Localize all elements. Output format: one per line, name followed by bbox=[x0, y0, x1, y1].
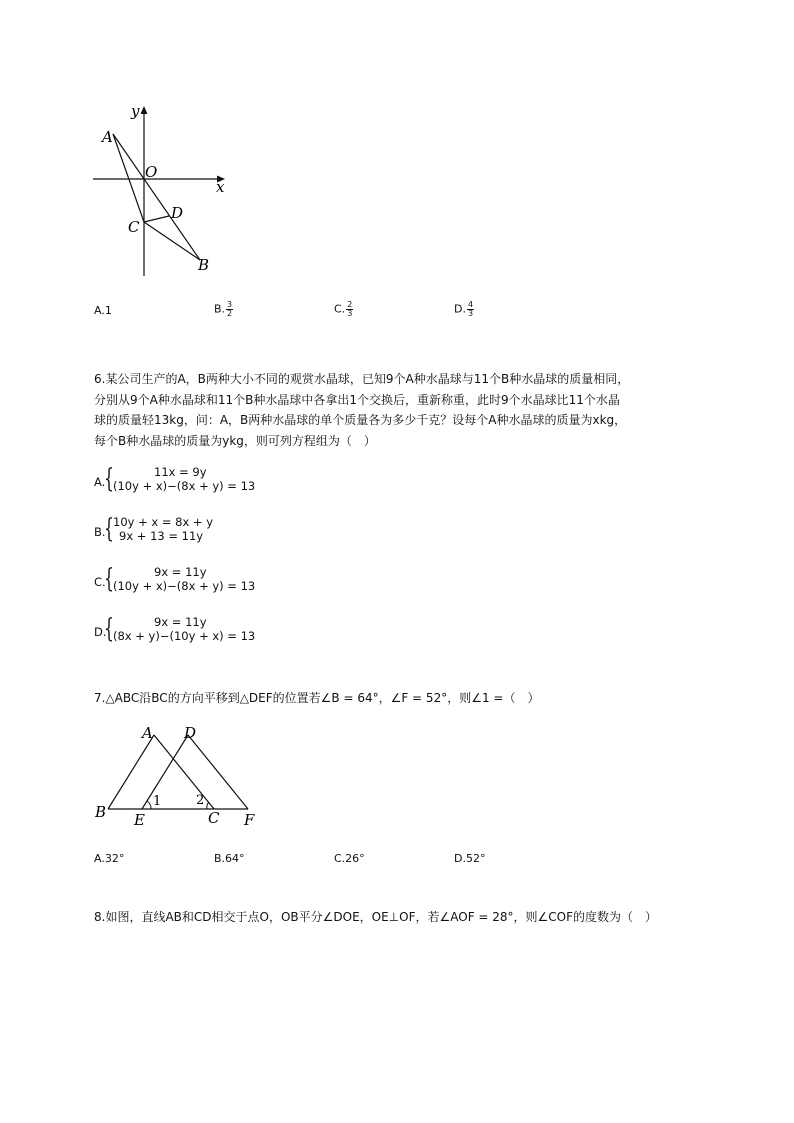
label-D: D bbox=[171, 204, 184, 222]
q7-translation-figure bbox=[92, 722, 262, 832]
option-label: B. bbox=[94, 525, 106, 539]
equation-2: (8x + y)−(10y + x) = 13 bbox=[113, 629, 256, 643]
label-A: A bbox=[102, 128, 113, 146]
option-label: C. bbox=[94, 575, 106, 589]
segment-AB bbox=[108, 735, 154, 809]
brace-icon: { bbox=[104, 564, 114, 594]
label-E: E bbox=[134, 811, 145, 829]
q7-option-b[interactable]: B.64° bbox=[214, 852, 245, 865]
brace-icon: { bbox=[104, 614, 114, 644]
segment-CB bbox=[144, 222, 200, 260]
equation-2: (10y + x)−(8x + y) = 13 bbox=[113, 579, 256, 593]
angle-2-arc bbox=[207, 802, 209, 809]
option-prefix: C. bbox=[334, 302, 346, 316]
fraction: $\frac{3}{2}$ bbox=[227, 300, 233, 318]
q5-option-a[interactable] bbox=[94, 304, 112, 317]
angle-label-1: 1 bbox=[153, 794, 162, 809]
label-C: C bbox=[128, 218, 140, 236]
q5-option-b[interactable] bbox=[214, 301, 233, 318]
segment-DE bbox=[142, 735, 188, 809]
q6-line-3: 球的质量轻13kg，问：A，B两种水晶球的单个质量各为多少千克？设每个A种水晶球的质量为xkg， bbox=[94, 413, 627, 427]
option-prefix: D. bbox=[454, 302, 466, 316]
q7-question-text: 7.△ABC沿BC的方向平移到△DEF的位置若∠B = 64°，∠F = 52°，则∠1 =（ ） bbox=[94, 691, 540, 705]
equation-1: 10y + x = 8x + y bbox=[113, 515, 214, 529]
label-B: B bbox=[198, 256, 210, 274]
label-O: O bbox=[145, 163, 158, 181]
q7-option-c[interactable]: C.26° bbox=[334, 852, 365, 865]
label-A: A bbox=[142, 724, 153, 742]
label-y: y bbox=[131, 102, 140, 120]
brace-icon: { bbox=[104, 464, 114, 494]
label-F: F bbox=[244, 811, 255, 829]
q5-option-d[interactable] bbox=[454, 301, 474, 318]
label-D: D bbox=[184, 724, 197, 742]
q8-question-text: 8.如图，直线AB和CD相交于点O，OB平分∠DOE，OE⊥OF，若∠AOF = 28°，则∠COF的度数为（ ） bbox=[94, 910, 658, 924]
option-prefix: B. bbox=[214, 302, 226, 316]
brace-icon: { bbox=[104, 514, 114, 544]
q5-coordinate-figure bbox=[88, 96, 228, 280]
angle-label-2: 2 bbox=[196, 793, 205, 808]
segment-AC bbox=[154, 735, 214, 809]
segment-AB bbox=[113, 134, 200, 260]
fraction: $\frac{4}{3}$ bbox=[467, 300, 474, 318]
label-B: B bbox=[95, 803, 107, 821]
q7-option-a[interactable]: A.32° bbox=[94, 852, 125, 865]
equation-2: 9x + 13 = 11y bbox=[119, 529, 204, 543]
option-label: A. bbox=[94, 475, 106, 489]
q6-line-4: 每个B种水晶球的质量为ykg，则可列方程组为（ ） bbox=[94, 433, 376, 448]
label-x: x bbox=[216, 178, 225, 196]
segment-CD bbox=[144, 216, 169, 222]
q6-question-text bbox=[94, 369, 734, 451]
q6-line-1: 6.某公司生产的A，B两种大小不同的观赏水晶球，已知9个A种水晶球与11个B种水晶球的质量相同， bbox=[94, 372, 630, 386]
label-C: C bbox=[208, 809, 220, 827]
segment-AC bbox=[113, 134, 144, 222]
q6-line-2: 分别从9个A种水晶球和11个B种水晶球中各拿出1个交换后，重新称重，此时9个水晶球比11个水晶 bbox=[94, 392, 620, 407]
equation-1: 11x = 9y bbox=[154, 465, 207, 479]
q5-option-c[interactable] bbox=[334, 301, 353, 318]
equation-1: 9x = 11y bbox=[154, 615, 207, 629]
y-axis-arrow bbox=[141, 106, 148, 114]
equation-2: (10y + x)−(8x + y) = 13 bbox=[113, 479, 256, 493]
equation-1: 9x = 11y bbox=[154, 565, 207, 579]
option-value: 1 bbox=[104, 304, 112, 317]
angle-1-arc bbox=[147, 801, 151, 809]
q7-option-d[interactable]: D.52° bbox=[454, 852, 486, 865]
option-label: D. bbox=[94, 625, 107, 639]
option-prefix: A. bbox=[94, 304, 105, 317]
fraction: $\frac{2}{3}$ bbox=[347, 300, 353, 318]
